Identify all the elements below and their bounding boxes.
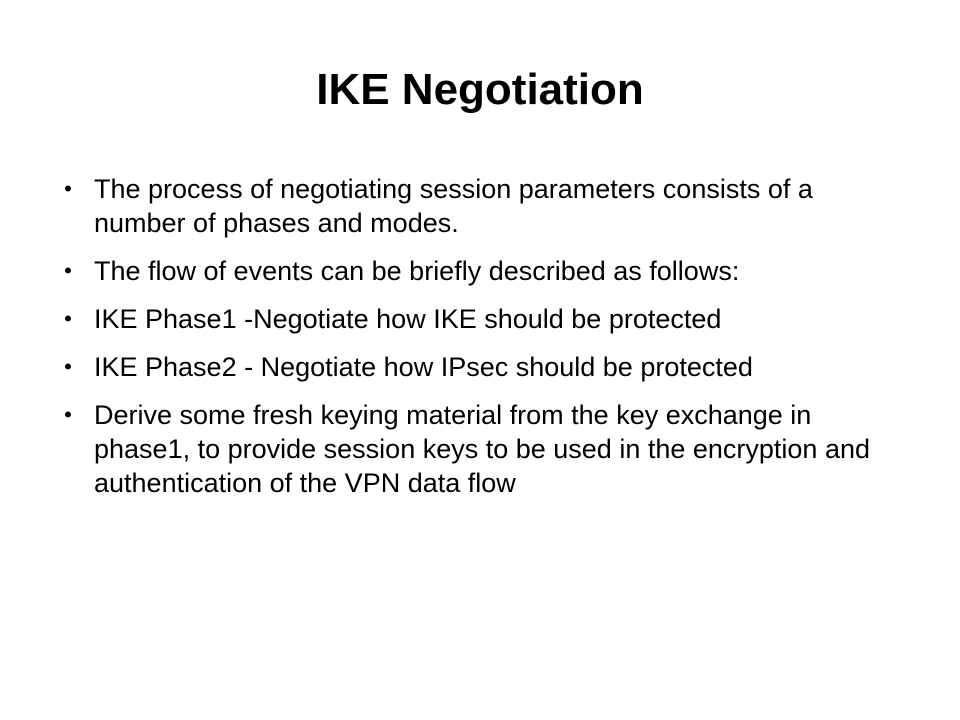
slide-title: IKE Negotiation: [316, 65, 644, 114]
bullet-item: [58, 254, 908, 288]
bullet-list: [58, 172, 908, 514]
bullet-icon: •: [64, 306, 72, 331]
bullet-text: The flow of events can be briefly described as follows:: [94, 256, 740, 286]
bullet-icon: •: [64, 402, 72, 427]
bullet-text: IKE Phase1 -Negotiate how IKE should be protected: [94, 304, 722, 334]
bullet-text: The process of negotiating session parameters consists of a number of phases and modes.: [94, 174, 813, 238]
bullet-text: Derive some fresh keying material from the key exchange in phase1, to provide session keys to be used in the encryption and authentication of the VPN data flow: [94, 400, 870, 498]
bullet-item: [58, 350, 908, 384]
bullet-item: [58, 398, 908, 500]
bullet-icon: •: [64, 258, 72, 283]
bullet-icon: •: [64, 354, 72, 379]
bullet-item: [58, 302, 908, 336]
bullet-text: IKE Phase2 - Negotiate how IPsec should be protected: [94, 352, 753, 382]
bullet-item: [58, 172, 908, 240]
bullet-icon: •: [64, 176, 72, 201]
